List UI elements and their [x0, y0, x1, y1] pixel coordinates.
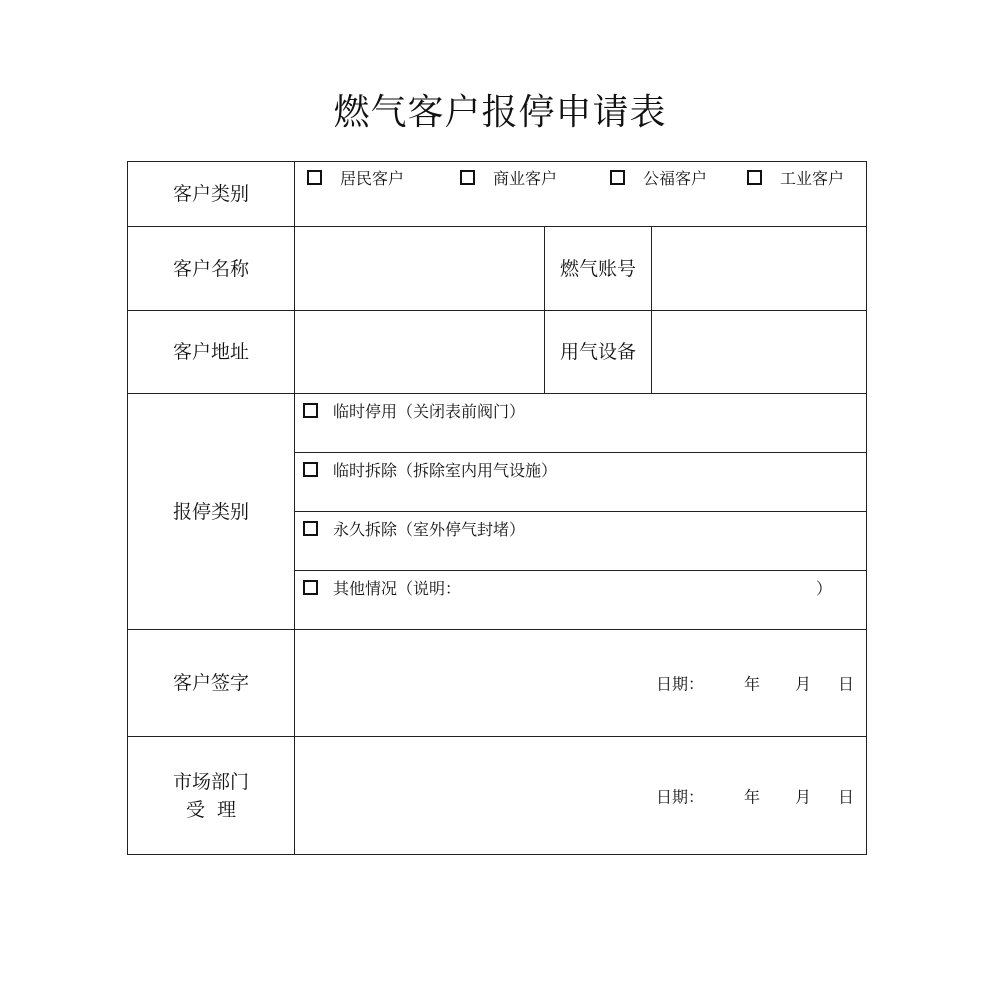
- customer-type-public-label: 公福客户: [643, 169, 708, 188]
- customer-signature-label: 客户签字: [128, 630, 295, 737]
- suspend-option-temporary-removal-label: 临时拆除（拆除室内用气设施）: [333, 461, 558, 480]
- suspend-option-permanent-removal-label: 永久拆除（室外停气封堵）: [333, 520, 526, 539]
- customer-address-label: 客户地址: [128, 311, 295, 394]
- customer-type-commercial-label: 商业客户: [493, 169, 558, 188]
- customer-type-label: 客户类别: [128, 162, 295, 227]
- checkbox-icon[interactable]: [303, 580, 318, 595]
- year-label: 年: [744, 787, 761, 806]
- customer-signature-field[interactable]: [295, 630, 867, 737]
- day-label: 日: [838, 787, 855, 806]
- date-label: 日期：: [656, 674, 705, 694]
- day-label: 日: [838, 674, 855, 694]
- suspend-option-temporary-removal[interactable]: [295, 453, 867, 512]
- customer-signature-date: [656, 672, 866, 695]
- customer-type-commercial[interactable]: [460, 166, 557, 189]
- suspend-option-temporary-stop[interactable]: [295, 394, 867, 453]
- market-dept-label: [128, 737, 295, 855]
- customer-type-industrial-label: 工业客户: [780, 169, 845, 188]
- customer-type-residential-label: 居民客户: [340, 169, 405, 188]
- market-dept-field[interactable]: [295, 737, 867, 855]
- year-label: 年: [744, 674, 761, 694]
- customer-type-industrial[interactable]: [747, 166, 844, 189]
- customer-name-field[interactable]: [295, 227, 545, 311]
- gas-equipment-field[interactable]: [652, 311, 867, 394]
- month-label: 月: [795, 674, 812, 694]
- checkbox-icon[interactable]: [460, 170, 475, 185]
- customer-name-label: 客户名称: [128, 227, 295, 311]
- month-label: 月: [795, 787, 812, 806]
- date-label: 日期：: [656, 787, 705, 806]
- suspend-option-temporary-stop-label: 临时停用（关闭表前阀门）: [333, 402, 526, 421]
- other-close-paren: ）: [816, 579, 833, 598]
- suspend-option-permanent-removal[interactable]: [295, 512, 867, 571]
- customer-type-residential[interactable]: [307, 166, 404, 189]
- checkbox-icon[interactable]: [747, 170, 762, 185]
- market-dept-label-line1: 市场部门: [172, 770, 249, 793]
- checkbox-icon[interactable]: [303, 403, 318, 418]
- checkbox-icon[interactable]: [307, 170, 322, 185]
- suspend-option-other-label: 其他情况（说明：: [333, 579, 462, 598]
- gas-account-field[interactable]: [652, 227, 867, 311]
- checkbox-icon[interactable]: [303, 462, 318, 477]
- market-dept-date: [656, 784, 866, 807]
- checkbox-icon[interactable]: [303, 521, 318, 536]
- gas-account-label: 燃气账号: [545, 227, 652, 311]
- gas-equipment-label: 用气设备: [545, 311, 652, 394]
- customer-type-options: [295, 162, 867, 227]
- customer-address-field[interactable]: [295, 311, 545, 394]
- checkbox-icon[interactable]: [610, 170, 625, 185]
- form-title: 燃气客户报停申请表: [333, 92, 667, 133]
- suspend-option-other[interactable]: [295, 571, 867, 630]
- customer-type-public[interactable]: [610, 166, 707, 189]
- suspend-application-form: [127, 161, 867, 855]
- market-dept-label-line2: 受 理: [185, 798, 237, 821]
- suspend-type-label: 报停类别: [128, 394, 295, 630]
